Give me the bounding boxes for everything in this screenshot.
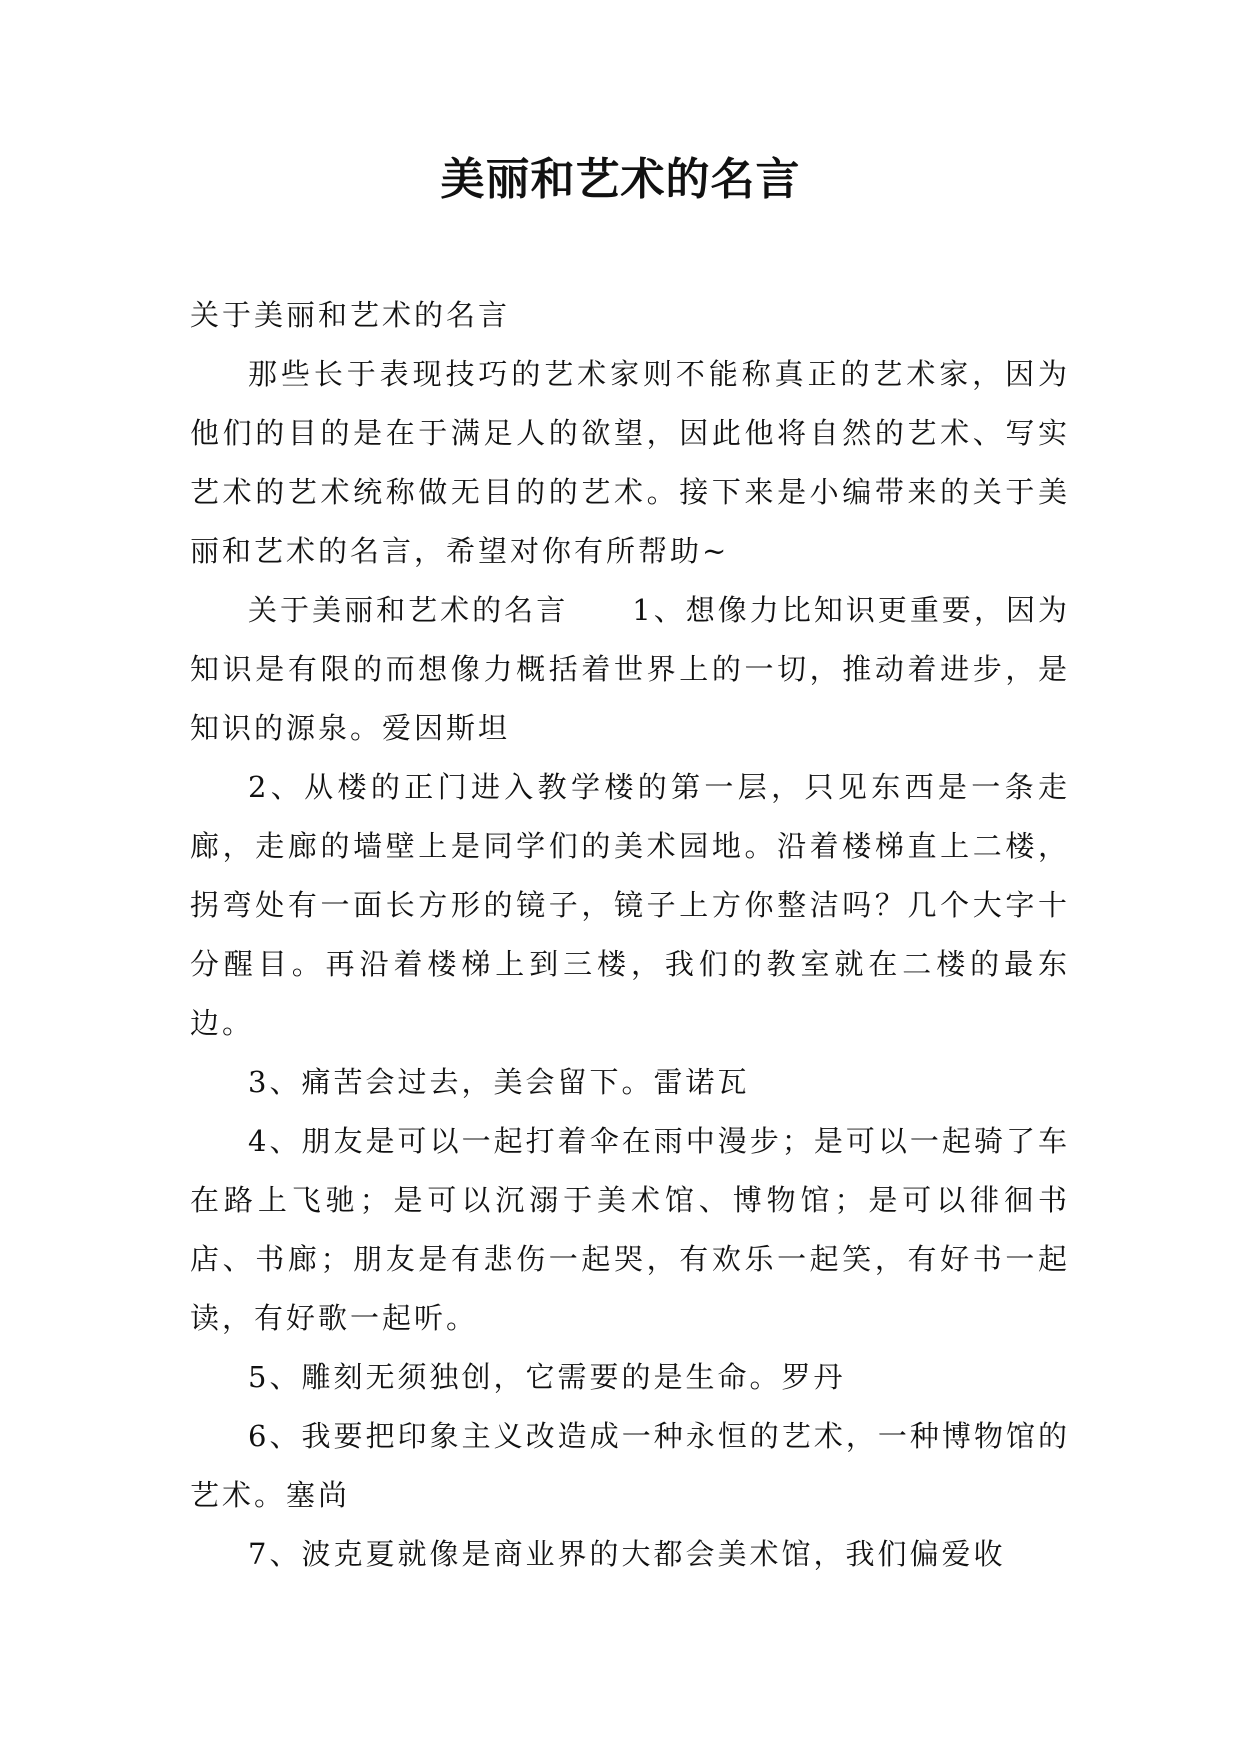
quote-paragraph: 5、雕刻无须独创，它需要的是生命。罗丹 bbox=[248, 1360, 846, 1394]
quote-paragraph: 2、从楼的正门进入教学楼的第一层，只见东西是一条走廊，走廊的墙壁上是同学们的美术园地。沿着楼梯直上二楼，拐弯处有一面长方形的镜子，镜子上方你整洁吗？几个大字十分醒目。再沿着楼梯上到三楼，我们的教室就在二楼的最东边。 bbox=[190, 770, 1070, 1040]
page-title: 美丽和艺术的名言 bbox=[440, 154, 801, 205]
subtitle: 关于美丽和艺术的名言 bbox=[190, 298, 511, 332]
quote-paragraph: 3、痛苦会过去，美会留下。雷诺瓦 bbox=[248, 1065, 750, 1099]
quote-paragraph: 4、朋友是可以一起打着伞在雨中漫步；是可以一起骑了车在路上飞驰；是可以沉溺于美术馆、博物馆；是可以徘徊书店、书廊；朋友是有悲伤一起哭，有欢乐一起笑，有好书一起读，有好歌一起听。 bbox=[190, 1124, 1070, 1335]
quote-paragraph: 关于美丽和艺术的名言 1、想像力比知识更重要，因为知识是有限的而想像力概括着世界上的一切，推动着进步，是知识的源泉。爱因斯坦 bbox=[190, 593, 1070, 745]
document-body bbox=[190, 286, 1070, 1584]
intro-paragraph: 那些长于表现技巧的艺术家则不能称真正的艺术家，因为他们的目的是在于满足人的欲望，因此他将自然的艺术、写实艺术的艺术统称做无目的的艺术。接下来是小编带来的关于美丽和艺术的名言，希望对你有所帮助~ bbox=[190, 357, 1070, 568]
quote-paragraph: 7、波克夏就像是商业界的大都会美术馆，我们偏爱收 bbox=[248, 1537, 1006, 1571]
quote-paragraph: 6、我要把印象主义改造成一种永恒的艺术，一种博物馆的艺术。塞尚 bbox=[190, 1419, 1070, 1512]
